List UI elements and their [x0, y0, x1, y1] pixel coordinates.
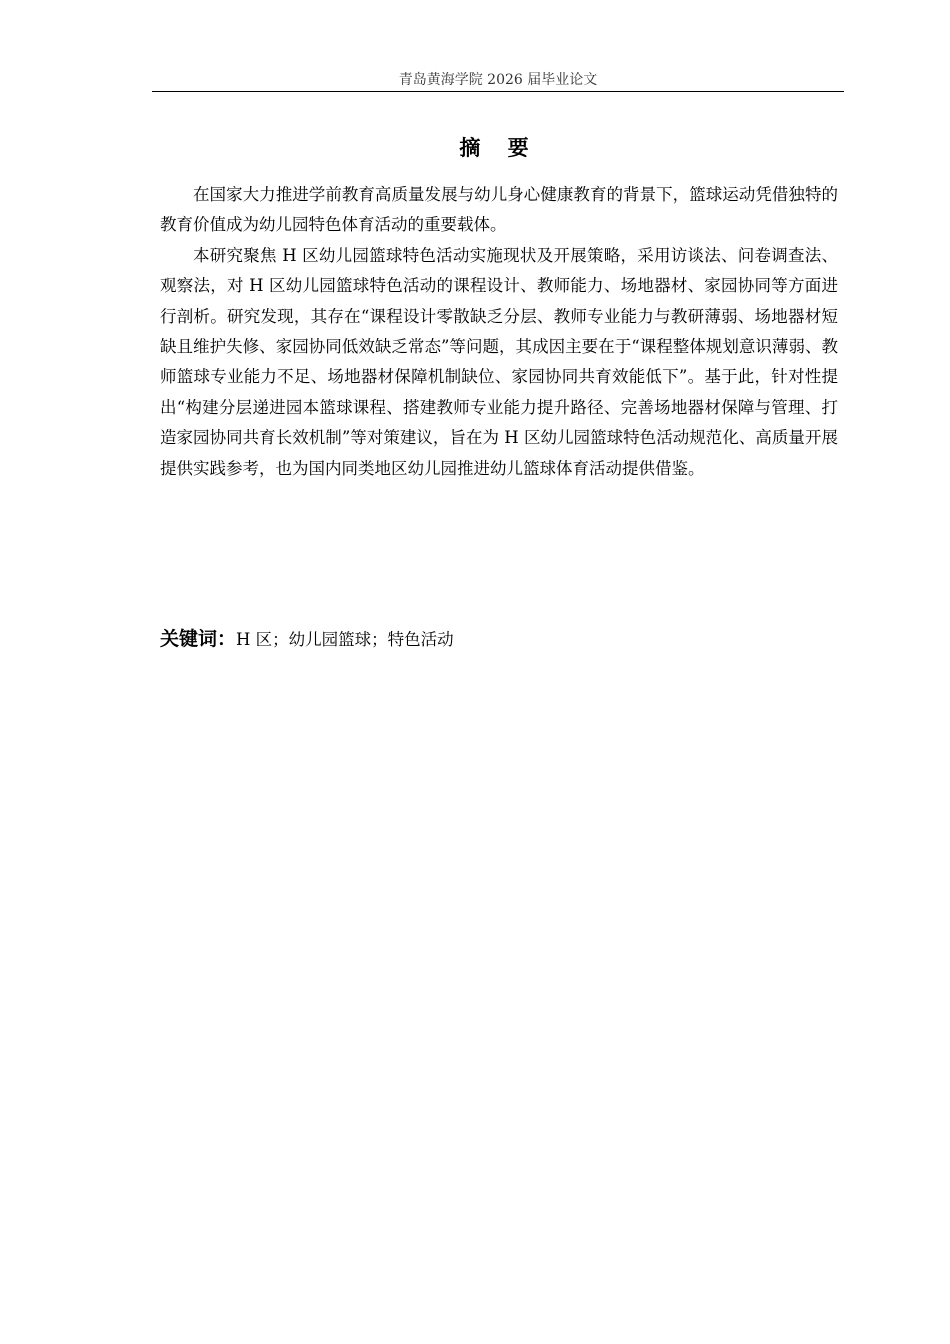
running-header-text: 青岛黄海学院 2026 届毕业论文 — [398, 72, 598, 88]
keywords-line — [160, 624, 838, 655]
abstract-body — [160, 180, 838, 484]
keywords-text: H 区；幼儿园篮球；特色活动 — [236, 630, 454, 649]
keywords-label: 关键词： — [160, 628, 237, 650]
abstract-paragraph-2: 本研究聚焦 H 区幼儿园篮球特色活动实施现状及开展策略，采用访谈法、问卷调查法、观察法，对 H 区幼儿园篮球特色活动的课程设计、教师能力、场地器材、家园协同等方面进行剖析。研究发现，其存在“课程设计零散缺乏分层、教师专业能力与教研薄弱、场地器材短缺且维护失修、家园协同低效缺乏常态”等问题，其成因主要在于“课程整体规划意识薄弱、教师篮球专业能力不足、场地器材保障机制缺位、家园协同共育效能低下”。基于此，针对性提出“构建分层递进园本篮球课程、搭建教师专业能力提升路径、完善场地器材保障与管理、打造家园协同共育长效机制”等对策建议，旨在为 H 区幼儿园篮球特色活动规范化、高质量开展提供实践参考，也为国内同类地区幼儿园推进幼儿篮球体育活动提供借鉴。 — [160, 245, 838, 478]
running-header — [152, 70, 844, 92]
abstract-paragraph-1: 在国家大力推进学前教育高质量发展与幼儿身心健康教育的背景下，篮球运动凭借独特的教育价值成为幼儿园特色体育活动的重要载体。 — [160, 185, 838, 235]
abstract-title: 摘 要 — [459, 136, 539, 160]
